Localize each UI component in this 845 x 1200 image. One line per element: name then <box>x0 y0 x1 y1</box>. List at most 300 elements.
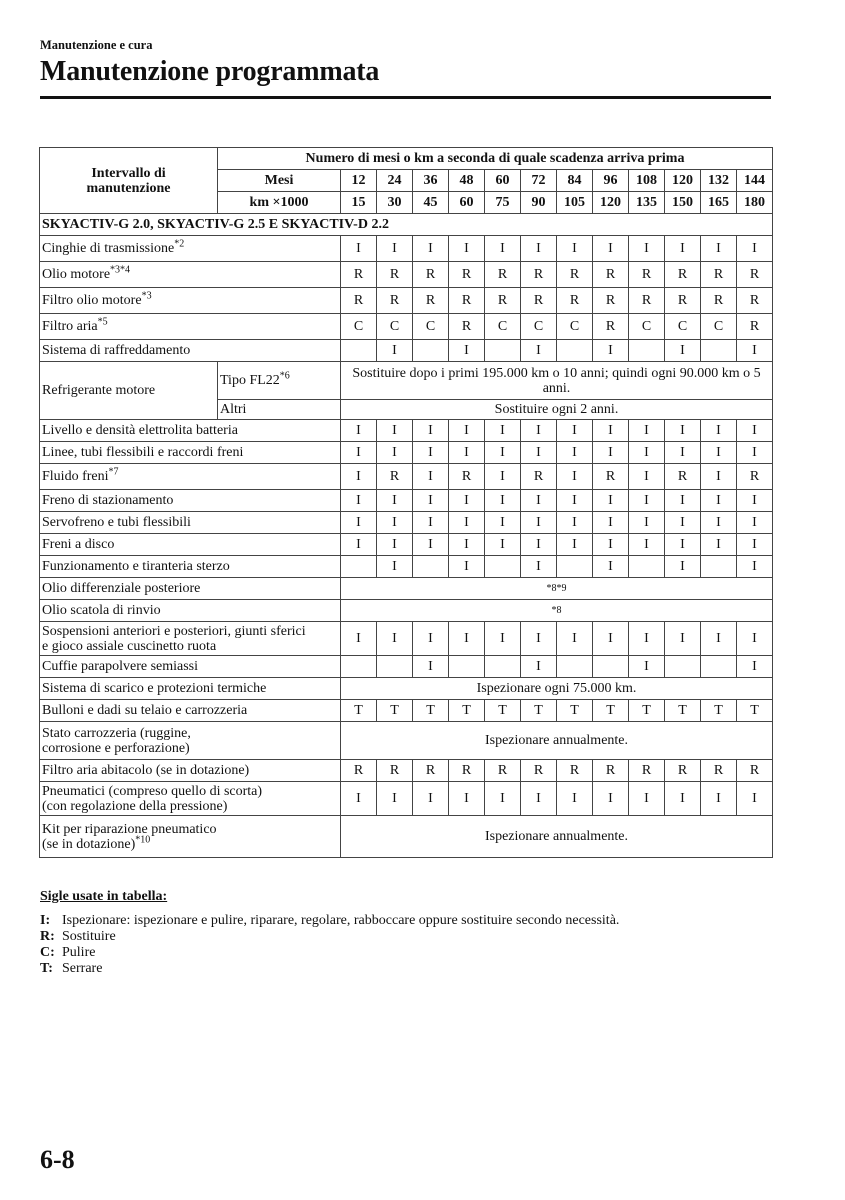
interval-cell: R <box>485 760 521 782</box>
footnote-ref: *3 <box>141 290 152 302</box>
interval-cell: I <box>413 420 449 442</box>
interval-cell: R <box>557 262 593 288</box>
interval-header-text: Intervallo di manutenzione <box>86 165 171 196</box>
interval-cell: I <box>449 420 485 442</box>
km-value: 105 <box>557 192 593 214</box>
interval-cell: I <box>737 236 773 262</box>
footnote-ref: *7 <box>108 466 119 478</box>
interval-cell: I <box>593 534 629 556</box>
table-row <box>40 442 773 464</box>
interval-cell: I <box>341 534 377 556</box>
spanning-note: Ispezionare annualmente. <box>341 722 773 760</box>
interval-cell: I <box>449 782 485 816</box>
interval-cell: I <box>593 420 629 442</box>
interval-cell: R <box>593 262 629 288</box>
interval-cell: I <box>737 556 773 578</box>
table-row <box>40 490 773 512</box>
months-value: 132 <box>701 170 737 192</box>
table-row <box>40 464 773 490</box>
interval-cell <box>413 340 449 362</box>
interval-cell: I <box>341 490 377 512</box>
km-value: 135 <box>629 192 665 214</box>
interval-cell: I <box>557 464 593 490</box>
interval-cell: I <box>449 340 485 362</box>
interval-cell: I <box>701 490 737 512</box>
interval-cell: I <box>629 656 665 678</box>
row-label <box>40 760 341 782</box>
interval-cell: I <box>557 512 593 534</box>
row-label-line2: (se in dotazione) <box>42 836 136 852</box>
interval-cell: I <box>521 420 557 442</box>
row-label <box>40 288 341 314</box>
interval-cell: I <box>593 622 629 656</box>
months-value: 24 <box>377 170 413 192</box>
interval-cell: I <box>557 782 593 816</box>
table-row <box>40 262 773 288</box>
table-row <box>40 148 773 170</box>
months-value: 108 <box>629 170 665 192</box>
interval-cell: R <box>449 262 485 288</box>
row-label-line2: corrosione e perforazione) <box>42 740 190 756</box>
row-label <box>40 782 341 816</box>
interval-cell: I <box>665 782 701 816</box>
interval-cell <box>701 340 737 362</box>
interval-cell: I <box>521 534 557 556</box>
interval-cell: I <box>701 512 737 534</box>
interval-cell: I <box>377 512 413 534</box>
interval-cell <box>557 340 593 362</box>
interval-cell: I <box>665 340 701 362</box>
interval-cell <box>449 656 485 678</box>
table-row <box>40 656 773 678</box>
interval-cell: R <box>665 288 701 314</box>
interval-cell: R <box>557 288 593 314</box>
interval-cell <box>557 556 593 578</box>
interval-cell: C <box>341 314 377 340</box>
row-label <box>40 464 341 490</box>
interval-cell: I <box>629 622 665 656</box>
interval-cell: R <box>521 262 557 288</box>
row-label-text: Sistema di scarico e protezioni termiche <box>42 681 267 696</box>
page-title: Manutenzione programmata <box>40 56 380 87</box>
interval-cell: I <box>593 442 629 464</box>
interval-cell: R <box>701 288 737 314</box>
row-label <box>40 600 341 622</box>
interval-cell: R <box>521 464 557 490</box>
interval-cell: I <box>521 622 557 656</box>
interval-cell: I <box>521 340 557 362</box>
interval-cell: I <box>449 442 485 464</box>
interval-cell: I <box>485 420 521 442</box>
months-value: 12 <box>341 170 377 192</box>
row-label-text: Olio motore <box>42 267 111 282</box>
legend-text: Ispezionare: ispezionare e pulire, riparare, regolare, rabboccare oppure sostituire secondo necessità. <box>62 913 620 928</box>
interval-cell: I <box>629 782 665 816</box>
row-label-text: Servofreno e tubi flessibili <box>42 515 191 530</box>
interval-cell: I <box>413 782 449 816</box>
months-value: 84 <box>557 170 593 192</box>
interval-header <box>40 148 218 214</box>
interval-cell: T <box>341 700 377 722</box>
interval-cell: I <box>701 464 737 490</box>
interval-cell: I <box>521 782 557 816</box>
interval-cell: I <box>737 782 773 816</box>
interval-cell: I <box>557 442 593 464</box>
row-label-line1: Pneumatici (compreso quello di scorta) <box>42 783 263 799</box>
interval-cell: I <box>665 420 701 442</box>
row-label-line2: e gioco assiale cuscinetto ruota <box>42 638 217 654</box>
interval-cell: I <box>737 512 773 534</box>
interval-cell: R <box>341 262 377 288</box>
interval-cell: I <box>629 420 665 442</box>
interval-cell: I <box>665 236 701 262</box>
interval-cell <box>377 656 413 678</box>
row-label <box>40 578 341 600</box>
interval-cell: I <box>377 420 413 442</box>
interval-cell: I <box>413 534 449 556</box>
interval-cell: R <box>449 288 485 314</box>
row-label-text: Sistema di raffreddamento <box>42 343 191 358</box>
interval-cell <box>341 656 377 678</box>
months-label: Mesi <box>218 170 341 192</box>
interval-cell: I <box>413 490 449 512</box>
table-row <box>40 512 773 534</box>
interval-cell <box>701 556 737 578</box>
interval-cell: R <box>737 288 773 314</box>
legend-text: Sostituire <box>62 929 116 944</box>
interval-cell: R <box>449 760 485 782</box>
interval-cell: I <box>341 236 377 262</box>
interval-cell: I <box>377 490 413 512</box>
interval-cell <box>341 340 377 362</box>
table-row <box>40 236 773 262</box>
interval-cell: I <box>449 622 485 656</box>
interval-cell: I <box>737 656 773 678</box>
row-label <box>40 656 341 678</box>
row-label <box>40 534 341 556</box>
row-label <box>40 420 341 442</box>
interval-cell <box>485 340 521 362</box>
row-label <box>40 700 341 722</box>
spanning-note: Ispezionare ogni 75.000 km. <box>341 678 773 700</box>
interval-cell: I <box>737 442 773 464</box>
table-row <box>40 288 773 314</box>
table-row <box>40 578 773 600</box>
row-label: Refrigerante motore <box>40 362 218 420</box>
row-label-line2: (con regolazione della pressione) <box>42 798 228 814</box>
interval-cell: R <box>629 262 665 288</box>
interval-cell: T <box>413 700 449 722</box>
interval-cell: C <box>377 314 413 340</box>
interval-cell: R <box>593 464 629 490</box>
interval-cell: R <box>413 760 449 782</box>
interval-cell: R <box>449 464 485 490</box>
row-label-line1: Kit per riparazione pneumatico <box>42 821 217 837</box>
interval-cell: I <box>665 556 701 578</box>
km-value: 30 <box>377 192 413 214</box>
interval-cell <box>485 556 521 578</box>
top-header: Numero di mesi o km a seconda di quale scadenza arriva prima <box>218 148 773 170</box>
table-row <box>40 722 773 760</box>
legend-item <box>40 945 619 961</box>
interval-cell: R <box>593 314 629 340</box>
interval-cell: R <box>485 262 521 288</box>
interval-cell: R <box>377 288 413 314</box>
months-value: 60 <box>485 170 521 192</box>
interval-cell: I <box>449 512 485 534</box>
interval-cell: I <box>413 236 449 262</box>
spanning-note: Sostituire dopo i primi 195.000 km o 10 anni; quindi ogni 90.000 km o 5 anni. <box>341 362 773 400</box>
interval-cell: R <box>341 288 377 314</box>
interval-cell: R <box>377 262 413 288</box>
km-value: 90 <box>521 192 557 214</box>
interval-cell: I <box>737 340 773 362</box>
km-label: km ×1000 <box>218 192 341 214</box>
interval-cell: R <box>737 314 773 340</box>
interval-cell: C <box>629 314 665 340</box>
row-label <box>40 236 341 262</box>
row-label-text: Filtro olio motore <box>42 293 142 308</box>
interval-cell: R <box>665 262 701 288</box>
footnote-ref: *5 <box>97 316 108 328</box>
table-row <box>40 678 773 700</box>
interval-cell: C <box>557 314 593 340</box>
spanning-note: *8 <box>341 600 773 622</box>
interval-cell: I <box>449 490 485 512</box>
interval-cell: I <box>377 622 413 656</box>
months-value: 120 <box>665 170 701 192</box>
table-row <box>40 760 773 782</box>
interval-cell: I <box>665 512 701 534</box>
sub-label: Altri <box>218 400 341 420</box>
table-row <box>40 782 773 816</box>
row-label <box>40 340 341 362</box>
interval-cell: R <box>629 288 665 314</box>
interval-cell: I <box>521 236 557 262</box>
months-value: 96 <box>593 170 629 192</box>
interval-cell: I <box>341 622 377 656</box>
interval-cell: C <box>701 314 737 340</box>
footnote-ref: *6 <box>279 370 290 382</box>
row-label-text: Filtro aria <box>42 319 98 334</box>
interval-cell: R <box>737 262 773 288</box>
interval-cell <box>629 340 665 362</box>
legend-item <box>40 961 619 977</box>
spanning-note: Ispezionare annualmente. <box>341 816 773 858</box>
interval-cell: R <box>701 760 737 782</box>
legend-key: R: <box>40 929 55 944</box>
interval-cell: T <box>629 700 665 722</box>
interval-cell: R <box>377 464 413 490</box>
km-value: 165 <box>701 192 737 214</box>
row-label <box>40 490 341 512</box>
interval-cell <box>557 656 593 678</box>
interval-cell: R <box>521 760 557 782</box>
interval-cell: I <box>485 534 521 556</box>
interval-cell: I <box>521 512 557 534</box>
interval-cell: I <box>737 622 773 656</box>
interval-cell: I <box>521 556 557 578</box>
spanning-note: Sostituire ogni 2 anni. <box>341 400 773 420</box>
interval-cell: I <box>593 490 629 512</box>
interval-cell: I <box>629 490 665 512</box>
interval-cell: I <box>449 556 485 578</box>
interval-cell: R <box>557 760 593 782</box>
interval-cell <box>413 556 449 578</box>
interval-cell: R <box>665 464 701 490</box>
interval-cell: R <box>449 314 485 340</box>
interval-cell <box>701 656 737 678</box>
km-value: 45 <box>413 192 449 214</box>
interval-cell: R <box>593 288 629 314</box>
interval-cell: R <box>521 288 557 314</box>
row-label-text: Linee, tubi flessibili e raccordi freni <box>42 445 244 460</box>
section-header: Manutenzione e cura <box>40 38 153 52</box>
interval-cell: R <box>737 464 773 490</box>
months-value: 72 <box>521 170 557 192</box>
interval-cell: R <box>593 760 629 782</box>
interval-cell: I <box>377 782 413 816</box>
interval-cell: R <box>629 760 665 782</box>
table-row <box>40 600 773 622</box>
table-row <box>40 534 773 556</box>
interval-cell: I <box>629 512 665 534</box>
table-row <box>40 362 773 400</box>
table-row <box>40 340 773 362</box>
interval-cell: I <box>485 782 521 816</box>
interval-cell: I <box>485 622 521 656</box>
interval-cell: I <box>449 534 485 556</box>
interval-cell: I <box>557 490 593 512</box>
table-row <box>40 420 773 442</box>
interval-cell: I <box>521 490 557 512</box>
interval-cell: R <box>737 760 773 782</box>
row-label-text: Cuffie parapolvere semiassi <box>42 659 199 674</box>
legend-key: C: <box>40 945 55 960</box>
interval-cell: I <box>593 340 629 362</box>
interval-cell <box>485 656 521 678</box>
row-label <box>40 262 341 288</box>
interval-cell <box>341 556 377 578</box>
interval-cell: I <box>701 782 737 816</box>
interval-cell: I <box>377 340 413 362</box>
interval-cell: R <box>701 262 737 288</box>
row-label-text: Olio differenziale posteriore <box>42 581 201 596</box>
interval-cell: I <box>485 490 521 512</box>
interval-cell: I <box>629 534 665 556</box>
legend-key: I: <box>40 913 51 928</box>
row-label-text: Fluido freni <box>42 469 109 484</box>
row-label-text: Cinghie di trasmissione <box>42 241 175 256</box>
row-label <box>40 678 341 700</box>
row-label-text: Freni a disco <box>42 537 115 552</box>
table-row <box>40 556 773 578</box>
interval-cell: I <box>341 464 377 490</box>
row-label-line1: Sospensioni anteriori e posteriori, giunti sferici <box>42 623 306 639</box>
legend-item <box>40 929 619 945</box>
interval-cell: I <box>377 534 413 556</box>
interval-cell: I <box>629 442 665 464</box>
interval-cell: T <box>593 700 629 722</box>
page-number: 6-8 <box>40 1145 75 1174</box>
interval-cell: I <box>593 782 629 816</box>
footnote-ref: *10 <box>135 833 151 845</box>
km-value: 60 <box>449 192 485 214</box>
interval-cell: I <box>737 534 773 556</box>
interval-cell: I <box>341 782 377 816</box>
row-label <box>40 442 341 464</box>
row-label <box>40 314 341 340</box>
engine-section: SKYACTIV-G 2.0, SKYACTIV-G 2.5 E SKYACTIV-D 2.2 <box>40 214 773 236</box>
spanning-note: *8*9 <box>341 578 773 600</box>
interval-cell: I <box>701 236 737 262</box>
table-row <box>40 700 773 722</box>
interval-cell: I <box>665 622 701 656</box>
interval-cell: I <box>413 464 449 490</box>
legend-key: T: <box>40 961 53 976</box>
km-value: 180 <box>737 192 773 214</box>
row-label <box>40 722 341 760</box>
interval-cell: I <box>557 534 593 556</box>
sub-label-text: Tipo FL22 <box>220 373 280 388</box>
months-value: 144 <box>737 170 773 192</box>
km-value: 120 <box>593 192 629 214</box>
interval-cell: I <box>593 236 629 262</box>
interval-cell: I <box>521 442 557 464</box>
legend-item <box>40 913 619 929</box>
interval-cell <box>629 556 665 578</box>
interval-cell: I <box>665 534 701 556</box>
interval-cell: R <box>341 760 377 782</box>
interval-cell: I <box>737 490 773 512</box>
row-label <box>40 622 341 656</box>
interval-cell: I <box>665 442 701 464</box>
interval-cell: C <box>521 314 557 340</box>
interval-cell: I <box>521 656 557 678</box>
interval-cell: I <box>341 512 377 534</box>
table-row <box>40 214 773 236</box>
interval-cell: I <box>665 490 701 512</box>
interval-cell: I <box>377 556 413 578</box>
interval-cell: T <box>449 700 485 722</box>
interval-cell: T <box>701 700 737 722</box>
interval-cell: I <box>341 442 377 464</box>
interval-cell: I <box>413 622 449 656</box>
row-label <box>40 556 341 578</box>
interval-cell: C <box>413 314 449 340</box>
interval-cell: I <box>629 464 665 490</box>
row-label <box>40 512 341 534</box>
interval-cell <box>593 656 629 678</box>
interval-cell: I <box>701 420 737 442</box>
km-value: 150 <box>665 192 701 214</box>
interval-cell: R <box>485 288 521 314</box>
km-value: 75 <box>485 192 521 214</box>
months-value: 36 <box>413 170 449 192</box>
interval-cell: T <box>377 700 413 722</box>
interval-cell: I <box>413 512 449 534</box>
interval-cell: T <box>485 700 521 722</box>
interval-cell: I <box>485 464 521 490</box>
interval-cell: T <box>557 700 593 722</box>
interval-cell: I <box>377 236 413 262</box>
table-row <box>40 816 773 858</box>
sub-label <box>218 362 341 400</box>
interval-cell: I <box>413 442 449 464</box>
row-label-text: Olio scatola di rinvio <box>42 603 161 618</box>
interval-cell: I <box>413 656 449 678</box>
interval-cell <box>665 656 701 678</box>
